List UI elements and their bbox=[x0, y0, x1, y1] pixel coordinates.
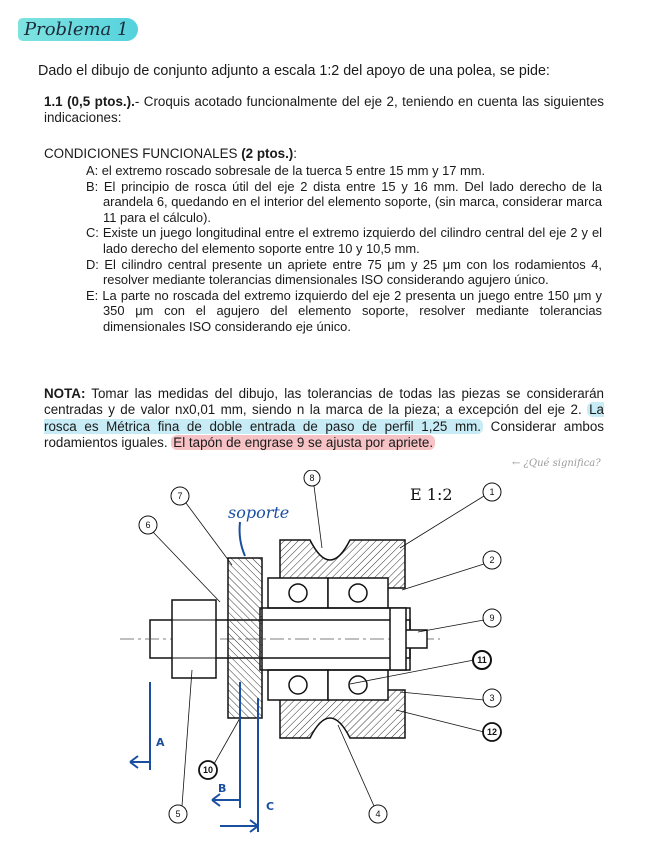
nota-label: NOTA: bbox=[44, 386, 86, 401]
arrow-label-b: B bbox=[218, 782, 227, 795]
condition-c: C: Existe un juego longitudinal entre el extremo izquierdo del cilindro central del eje 2 y el lado derecho del elemento soporte entre 10 y 10,5 mm. bbox=[86, 225, 602, 256]
nota-highlight-thread: La rosca es Métrica fina de doble entrada de paso de perfil 1,25 mm. bbox=[44, 402, 604, 434]
arrow-label-c: C bbox=[266, 800, 275, 813]
support-label: soporte bbox=[228, 503, 290, 522]
bearing-lower bbox=[268, 670, 388, 700]
callout-5: 5 bbox=[175, 809, 181, 819]
conditions-colon: : bbox=[293, 146, 297, 161]
handwritten-note: ← ¿Qué significa? bbox=[512, 458, 601, 469]
callout-7: 7 bbox=[177, 491, 183, 501]
problem-title: Problema 1 bbox=[18, 18, 138, 41]
callout-10: 10 bbox=[202, 765, 214, 775]
callout-12: 12 bbox=[486, 727, 498, 737]
question-1-text: - Croquis acotado funcionalmente del eje 2, teniendo en cuenta las siguientes indicaciones: bbox=[44, 94, 605, 126]
nut bbox=[172, 600, 216, 678]
assembly-drawing bbox=[100, 470, 520, 842]
condition-e: E: La parte no roscada del extremo izquierdo del eje 2 presenta un juego entre 150 μm y 350 μm con el agujero del elemento soporte, resolver mediante tolerancias dimensionales ISO considerando eje único. bbox=[86, 287, 602, 334]
nota-text-2: Considerar ambos rodamientos iguales. bbox=[44, 418, 604, 451]
grease-plug bbox=[405, 630, 427, 648]
condition-d: D: El cilindro central presente un apriete entre 75 μm y 25 μm con los rodamientos 4, resolver mediante tolerancias dimensionales ISO considerando agujero único. bbox=[86, 256, 602, 288]
scale-label: E 1:2 bbox=[410, 485, 453, 504]
conditions-points: (2 ptos.) bbox=[241, 146, 294, 161]
callout-1: 1 bbox=[489, 487, 495, 497]
condition-b: B: El principio de rosca útil del eje 2 dista entre 15 y 16 mm. Del lado derecho de la arandela 6, quedando en el interior del elemento soporte, (sin marca, considerar marca 11 para el cálculo). bbox=[86, 178, 602, 225]
conditions-heading bbox=[44, 146, 610, 162]
question-1 bbox=[44, 94, 604, 127]
bearing-upper bbox=[268, 578, 388, 608]
callout-2: 2 bbox=[489, 555, 495, 565]
callout-3: 3 bbox=[489, 693, 495, 703]
conditions-list bbox=[86, 163, 602, 335]
arrow-label-a: A bbox=[156, 736, 165, 749]
support-plate bbox=[228, 558, 262, 718]
nota-text-1: Tomar las medidas del dibujo, las tolerancias de todas las piezas se considerarán centradas y de valor nx0,01 mm, siendo n la marca de la pieza; a excepción del eje 2. bbox=[44, 386, 604, 418]
callout-11: 11 bbox=[477, 655, 487, 665]
callout-9: 9 bbox=[489, 613, 495, 623]
question-1-label: 1.1 (0,5 ptos.). bbox=[44, 94, 135, 109]
callout-4: 4 bbox=[375, 809, 381, 819]
callout-6: 6 bbox=[145, 520, 151, 530]
end-cap bbox=[390, 608, 406, 670]
nota-highlight-grease: El tapón de engrase 9 se ajusta por apriete. bbox=[173, 435, 434, 451]
nota-paragraph bbox=[44, 386, 604, 452]
conditions-title: CONDICIONES FUNCIONALES bbox=[44, 146, 238, 161]
condition-a: A: el extremo roscado sobresale de la tuerca 5 entre 15 mm y 17 mm. bbox=[86, 163, 486, 178]
intro-text: Dado el dibujo de conjunto adjunto a escala 1:2 del apoyo de una polea, se pide: bbox=[38, 63, 550, 79]
callout-8: 8 bbox=[309, 473, 315, 483]
